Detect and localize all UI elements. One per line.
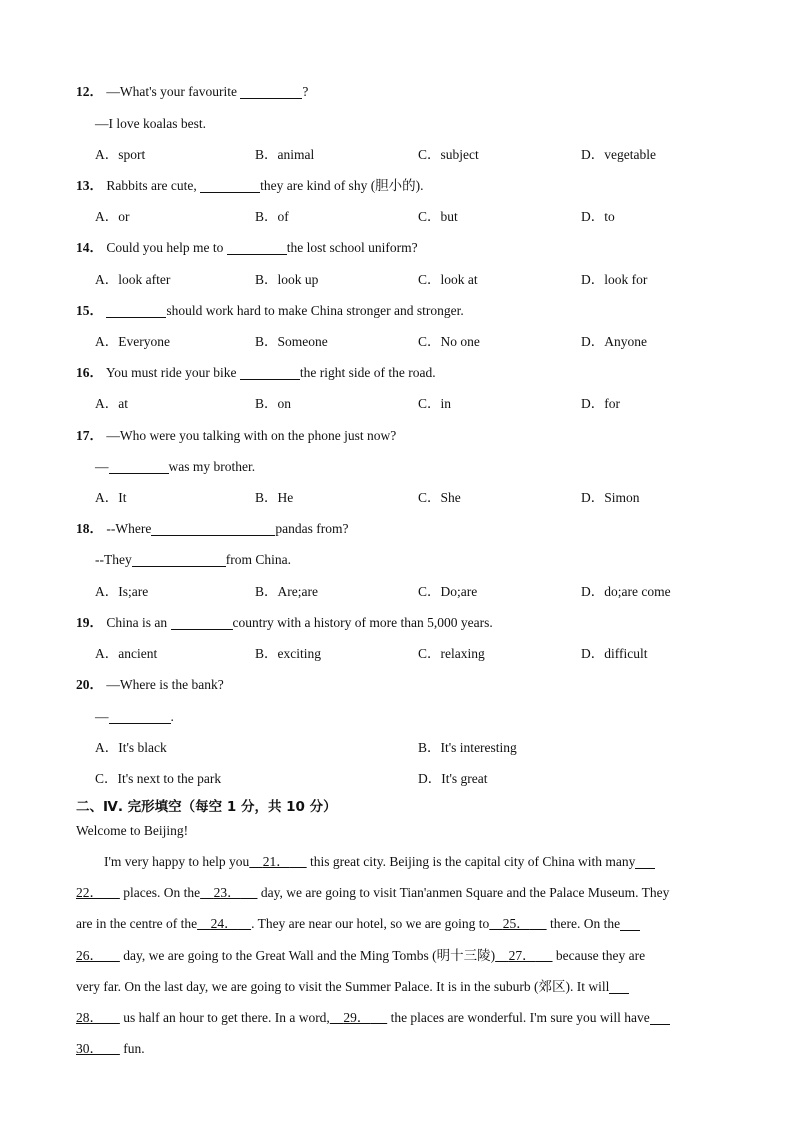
blank-22-lead bbox=[635, 854, 655, 869]
question-rest: should work hard to make China stronger and stronger. bbox=[166, 303, 464, 318]
blank-30-lead bbox=[650, 1010, 670, 1025]
question-number: 20． bbox=[76, 677, 103, 692]
blank-30-label: 30． bbox=[76, 1041, 103, 1056]
question-18 bbox=[76, 520, 348, 538]
question-number: 15． bbox=[76, 303, 103, 318]
passage-text: . They are near our hotel, so we are going to bbox=[251, 916, 490, 931]
reply-line bbox=[95, 551, 291, 569]
question-text: Rabbits are cute, bbox=[106, 178, 197, 193]
passage-line-1 bbox=[104, 853, 774, 871]
answer-blank[interactable] bbox=[200, 178, 260, 193]
question-text: You must ride your bike bbox=[105, 365, 237, 380]
passage-line-5 bbox=[76, 978, 746, 996]
option-a[interactable]: A．It bbox=[95, 490, 127, 505]
option-d[interactable]: D．It's great bbox=[418, 771, 488, 786]
option-d[interactable]: D．to bbox=[581, 209, 615, 224]
passage-line-6 bbox=[76, 1009, 746, 1027]
option-a[interactable]: A．It's black bbox=[95, 740, 167, 755]
question-17 bbox=[76, 427, 396, 445]
option-b[interactable]: B．exciting bbox=[255, 646, 321, 661]
blank-30[interactable] bbox=[76, 1041, 120, 1056]
reply-line bbox=[95, 458, 255, 476]
question-text: —What's your favourite bbox=[106, 84, 238, 99]
blank-28-label: 28． bbox=[76, 1010, 103, 1025]
answer-blank[interactable] bbox=[109, 459, 169, 474]
reply-end: from China. bbox=[225, 552, 291, 567]
blank-22-label: 22． bbox=[76, 885, 103, 900]
blank-26-lead bbox=[620, 916, 640, 931]
question-rest: they are kind of shy (胆小的). bbox=[260, 178, 424, 193]
question-number: 18． bbox=[76, 521, 103, 536]
option-c[interactable]: C．but bbox=[418, 209, 458, 224]
passage-text: places. On the bbox=[123, 885, 201, 900]
question-end: ? bbox=[302, 84, 309, 99]
reply-line: —I love koalas best. bbox=[95, 116, 206, 131]
question-rest: the right side of the road. bbox=[299, 365, 436, 380]
question-number: 16． bbox=[76, 365, 103, 380]
passage-text: fun. bbox=[123, 1041, 145, 1056]
option-c[interactable]: C．It's next to the park bbox=[95, 771, 222, 786]
answer-blank[interactable] bbox=[109, 709, 171, 724]
question-text: --Where bbox=[106, 521, 152, 536]
question-rest: pandas from? bbox=[275, 521, 349, 536]
option-c[interactable]: C．look at bbox=[418, 272, 478, 287]
option-b[interactable]: B．It's interesting bbox=[418, 740, 517, 755]
option-d[interactable]: D．vegetable bbox=[581, 147, 656, 162]
passage-text: I'm very happy to help you bbox=[104, 854, 250, 869]
answer-blank[interactable] bbox=[240, 84, 302, 99]
answer-blank[interactable] bbox=[106, 303, 166, 318]
option-d[interactable]: D．do;are come bbox=[581, 584, 671, 599]
option-a[interactable]: A．at bbox=[95, 396, 128, 411]
blank-24[interactable] bbox=[197, 916, 251, 931]
question-rest: country with a history of more than 5,000 years. bbox=[232, 615, 493, 630]
option-c[interactable]: C．relaxing bbox=[418, 646, 485, 661]
question-text: —Who were you talking with on the phone just now? bbox=[106, 428, 397, 443]
option-a[interactable]: A．ancient bbox=[95, 646, 158, 661]
answer-blank[interactable] bbox=[227, 240, 287, 255]
blank-29[interactable] bbox=[330, 1010, 387, 1025]
option-b[interactable]: B．Are;are bbox=[255, 584, 318, 599]
option-b[interactable]: B．Someone bbox=[255, 334, 328, 349]
passage-text: this great city. Beijing is the capital city of China with many bbox=[310, 854, 636, 869]
question-20 bbox=[76, 676, 224, 694]
answer-blank[interactable] bbox=[240, 365, 300, 380]
option-b[interactable]: B．He bbox=[255, 490, 294, 505]
passage-text: day, we are going to visit Tian'anmen Square and the Palace Museum. They bbox=[260, 885, 670, 900]
option-d[interactable]: D．for bbox=[581, 396, 620, 411]
reply-end: . bbox=[170, 709, 174, 724]
question-14 bbox=[76, 239, 418, 257]
question-19 bbox=[76, 614, 493, 632]
reply-end: was my brother. bbox=[168, 459, 256, 474]
option-a[interactable]: A．look after bbox=[95, 272, 171, 287]
section-title: 二、Ⅳ. 完形填空（每空 1 分，共 10 分） bbox=[76, 799, 337, 815]
blank-23[interactable] bbox=[200, 885, 257, 900]
question-number: 12． bbox=[76, 84, 103, 99]
option-d[interactable]: D．Anyone bbox=[581, 334, 647, 349]
question-15 bbox=[76, 302, 464, 320]
option-c[interactable]: C．subject bbox=[418, 147, 479, 162]
option-d[interactable]: D．look for bbox=[581, 272, 648, 287]
blank-25[interactable] bbox=[489, 916, 546, 931]
passage-text: there. On the bbox=[549, 916, 621, 931]
passage-line-7 bbox=[76, 1040, 746, 1058]
option-c[interactable]: C．Do;are bbox=[418, 584, 478, 599]
blank-23-label: 23． bbox=[213, 885, 241, 900]
question-number: 14． bbox=[76, 240, 103, 255]
answer-blank[interactable] bbox=[171, 615, 233, 630]
blank-25-label: 25． bbox=[502, 916, 530, 931]
blank-28[interactable] bbox=[76, 1010, 120, 1025]
passage-intro: Welcome to Beijing! bbox=[76, 823, 189, 838]
blank-26-label: 26． bbox=[76, 948, 103, 963]
blank-21-label: 21． bbox=[262, 854, 290, 869]
reply-start: --They bbox=[95, 552, 132, 567]
option-b[interactable]: B．animal bbox=[255, 147, 315, 162]
blank-28-lead bbox=[609, 979, 629, 994]
reply-start: — bbox=[95, 709, 109, 724]
passage-text: very far. On the last day, we are going to visit the Summer Palace. It is in the suburb (郊区). It will bbox=[76, 979, 610, 994]
passage-line-2 bbox=[76, 884, 746, 902]
option-c[interactable]: C．She bbox=[418, 490, 461, 505]
blank-22[interactable] bbox=[76, 885, 120, 900]
passage-line-3 bbox=[76, 915, 746, 933]
blank-24-label: 24． bbox=[210, 916, 238, 931]
passage-text: day, we are going to the Great Wall and the Ming Tombs (明十三陵) bbox=[123, 948, 496, 963]
option-d[interactable]: D．Simon bbox=[581, 490, 640, 505]
option-c[interactable]: C．No one bbox=[418, 334, 480, 349]
option-b[interactable]: B．on bbox=[255, 396, 292, 411]
reply-line bbox=[95, 708, 174, 726]
passage-text: us half an hour to get there. In a word, bbox=[123, 1010, 330, 1025]
question-text: —Where is the bank? bbox=[106, 677, 224, 692]
passage-text: are in the centre of the bbox=[76, 916, 198, 931]
question-number: 17． bbox=[76, 428, 103, 443]
question-text: China is an bbox=[106, 615, 168, 630]
blank-29-label: 29． bbox=[343, 1010, 371, 1025]
option-b[interactable]: B．look up bbox=[255, 272, 319, 287]
question-number: 13． bbox=[76, 178, 103, 193]
blank-26[interactable] bbox=[76, 948, 120, 963]
question-text: Could you help me to bbox=[106, 240, 224, 255]
passage-text: the places are wonderful. I'm sure you will have bbox=[390, 1010, 650, 1025]
passage-line-4 bbox=[76, 947, 746, 965]
option-c[interactable]: C．in bbox=[418, 396, 452, 411]
blank-21[interactable] bbox=[249, 854, 306, 869]
question-number: 19． bbox=[76, 615, 103, 630]
option-a[interactable]: A．Everyone bbox=[95, 334, 170, 349]
question-rest: the lost school uniform? bbox=[286, 240, 418, 255]
blank-27-label: 27． bbox=[508, 948, 536, 963]
passage-text: because they are bbox=[555, 948, 646, 963]
option-b[interactable]: B．of bbox=[255, 209, 289, 224]
question-16 bbox=[76, 364, 436, 382]
option-a[interactable]: A．sport bbox=[95, 147, 146, 162]
reply-start: — bbox=[95, 459, 109, 474]
option-d[interactable]: D．difficult bbox=[581, 646, 648, 661]
option-a[interactable]: A．Is;are bbox=[95, 584, 149, 599]
answer-blank[interactable] bbox=[151, 521, 275, 536]
question-13 bbox=[76, 177, 424, 195]
question-12 bbox=[76, 83, 308, 101]
option-a[interactable]: A．or bbox=[95, 209, 130, 224]
answer-blank[interactable] bbox=[132, 552, 226, 567]
blank-27[interactable] bbox=[495, 948, 552, 963]
